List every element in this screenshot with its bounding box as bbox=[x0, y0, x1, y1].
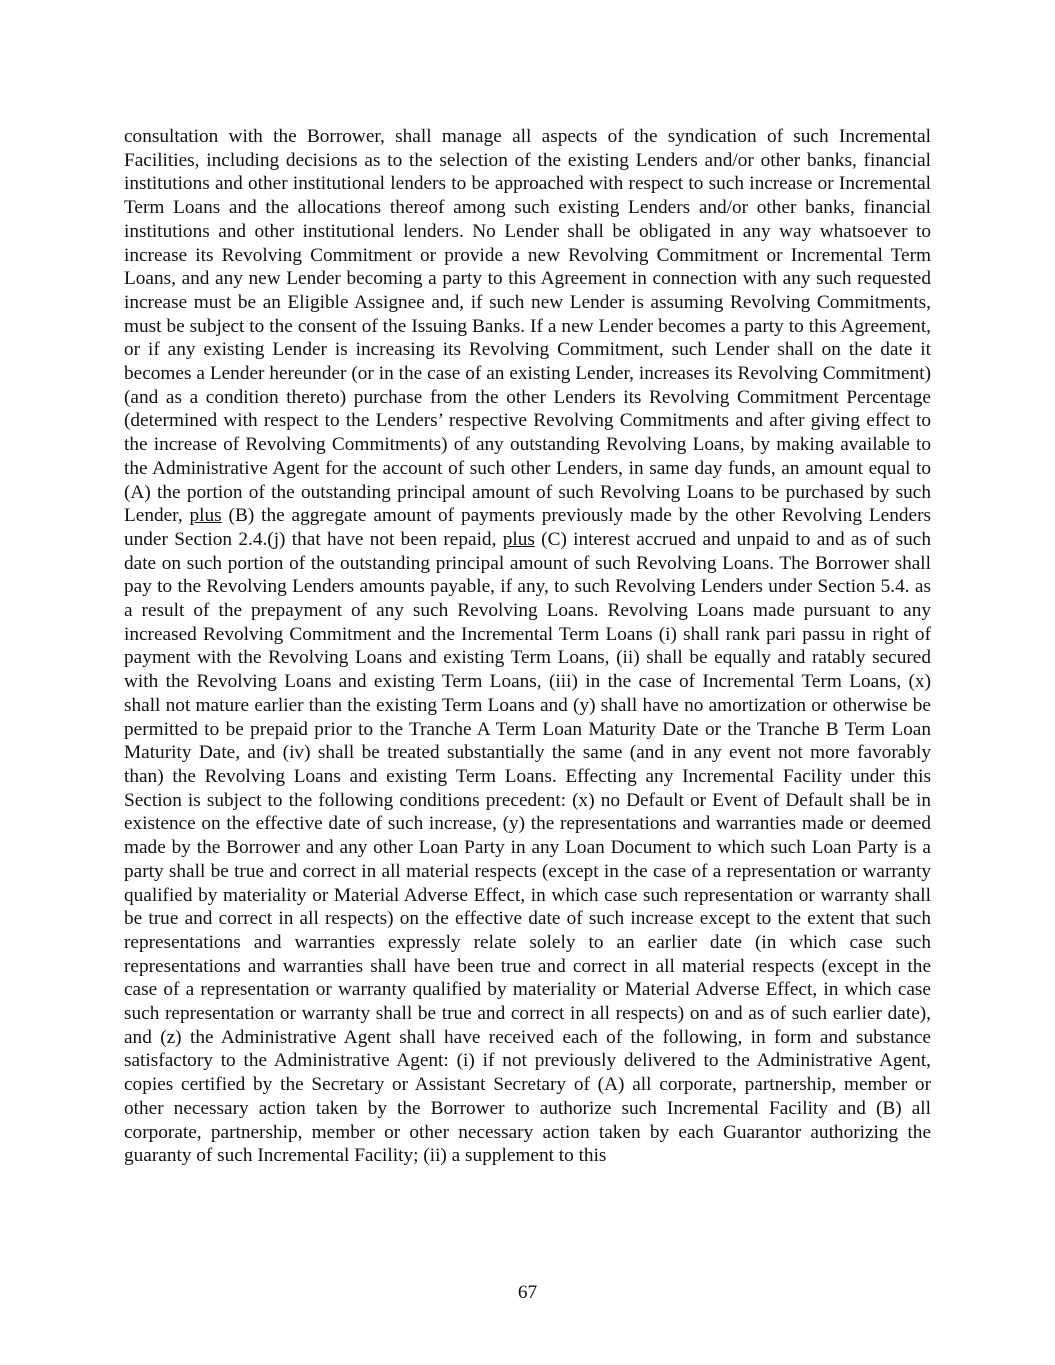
text-segment: (B) the aggregate amount of payments previously made by the other Revolving Lenders under Section 2.4.(j) that have not been repaid, bbox=[124, 505, 931, 550]
text-segment: (C) interest accrued and unpaid to and as of such date on such portion of the outstanding principal amount of such Revolving Loans. The Borrower shall pay to the Revolving Lenders amounts payable, if any, to such Revolving Lenders under Section 5.4. as a result of the prepayment of any such Revolving Loans. Revolving Loans made pursuant to any increased Revolving Commitment and the Incremental Term Loans (i) shall rank pari passu in right of payment with the Revolving Loans and existing Term Loans, (ii) shall be equally and ratably secured with the Revolving Loans and existing Term Loans, (iii) in the case of Incremental Term Loans, (x) shall not mature earlier than the existing Term Loans and (y) shall have no amortization or otherwise be permitted to be prepaid prior to the Tranche A Term Loan Maturity Date or the Tranche B Term Loan Maturity Date, and (iv) shall be treated substantially the same (and in any event not more favorably than) the Revolving Loans and existing Term Loans. Effecting any Incremental Facility under this Section is subject to the following conditions precedent: (x) no Default or Event of Default shall be in existence on the effective date of such increase, (y) the representations and warranties made or deemed made by the Borrower and any other Loan Party in any Loan Document to which such Loan Party is a party shall be true and correct in all material respects (except in the case of a representation or warranty qualified by materiality or Material Adverse Effect, in which case such representation or warranty shall be true and correct in all respects) on the effective date of such increase except to the extent that such representations and warranties expressly relate solely to an earlier date (in which case such representations and warranties shall have been true and correct in all material respects (except in the case of a representation or warranty qualified by materiality or Material Adverse Effect, in which case such representation or warranty shall be true and correct in all respects) on and as of such earlier date), and (z) the Administrative Agent shall have received each of the following, in form and substance satisfactory to the Administrative Agent: (i) if not previously delivered to the Administrative Agent, copies certified by the Secretary or Assistant Secretary of (A) all corporate, partnership, member or other necessary action taken by the Borrower to authorize such Incremental Facility and (B) all corporate, partnership, member or other necessary action taken by each Guarantor authorizing the guaranty of such Incremental Facility; (ii) a supplement to this bbox=[124, 528, 931, 1167]
body-paragraph bbox=[124, 125, 931, 1168]
underlined-term-plus: plus bbox=[502, 528, 535, 550]
page-number: 67 bbox=[517, 1282, 538, 1303]
paragraph-text bbox=[124, 125, 931, 1168]
text-segment: consultation with the Borrower, shall manage all aspects of the syndication of such Incremental Facilities, including decisions as to the selection of the existing Lenders and/or other banks, financial institutions and other institutional lenders to be approached with respect to such increase or Incremental Term Loans and the allocations thereof among such existing Lenders and/or other banks, financial institutions and other institutional lenders. No Lender shall be obligated in any way whatsoever to increase its Revolving Commitment or provide a new Revolving Commitment or Incremental Term Loans, and any new Lender becoming a party to this Agreement in connection with any such requested increase must be an Eligible Assignee and, if such new Lender is assuming Revolving Commitments, must be subject to the consent of the Issuing Banks. If a new Lender becomes a party to this Agreement, or if any existing Lender is increasing its Revolving Commitment, such Lender shall on the date it becomes a Lender hereunder (or in the case of an existing Lender, increases its Revolving Commitment) (and as a condition thereto) purchase from the other Lenders its Revolving Commitment Percentage (determined with respect to the Lenders’ respective Revolving Commitments and after giving effect to the increase of Revolving Commitments) of any outstanding Revolving Loans, by making available to the Administrative Agent for the account of such other Lenders, in same day funds, an amount equal to (A) the portion of the outstanding principal amount of such Revolving Loans to be purchased by such Lender, bbox=[124, 126, 931, 527]
underlined-term-plus: plus bbox=[189, 505, 222, 527]
